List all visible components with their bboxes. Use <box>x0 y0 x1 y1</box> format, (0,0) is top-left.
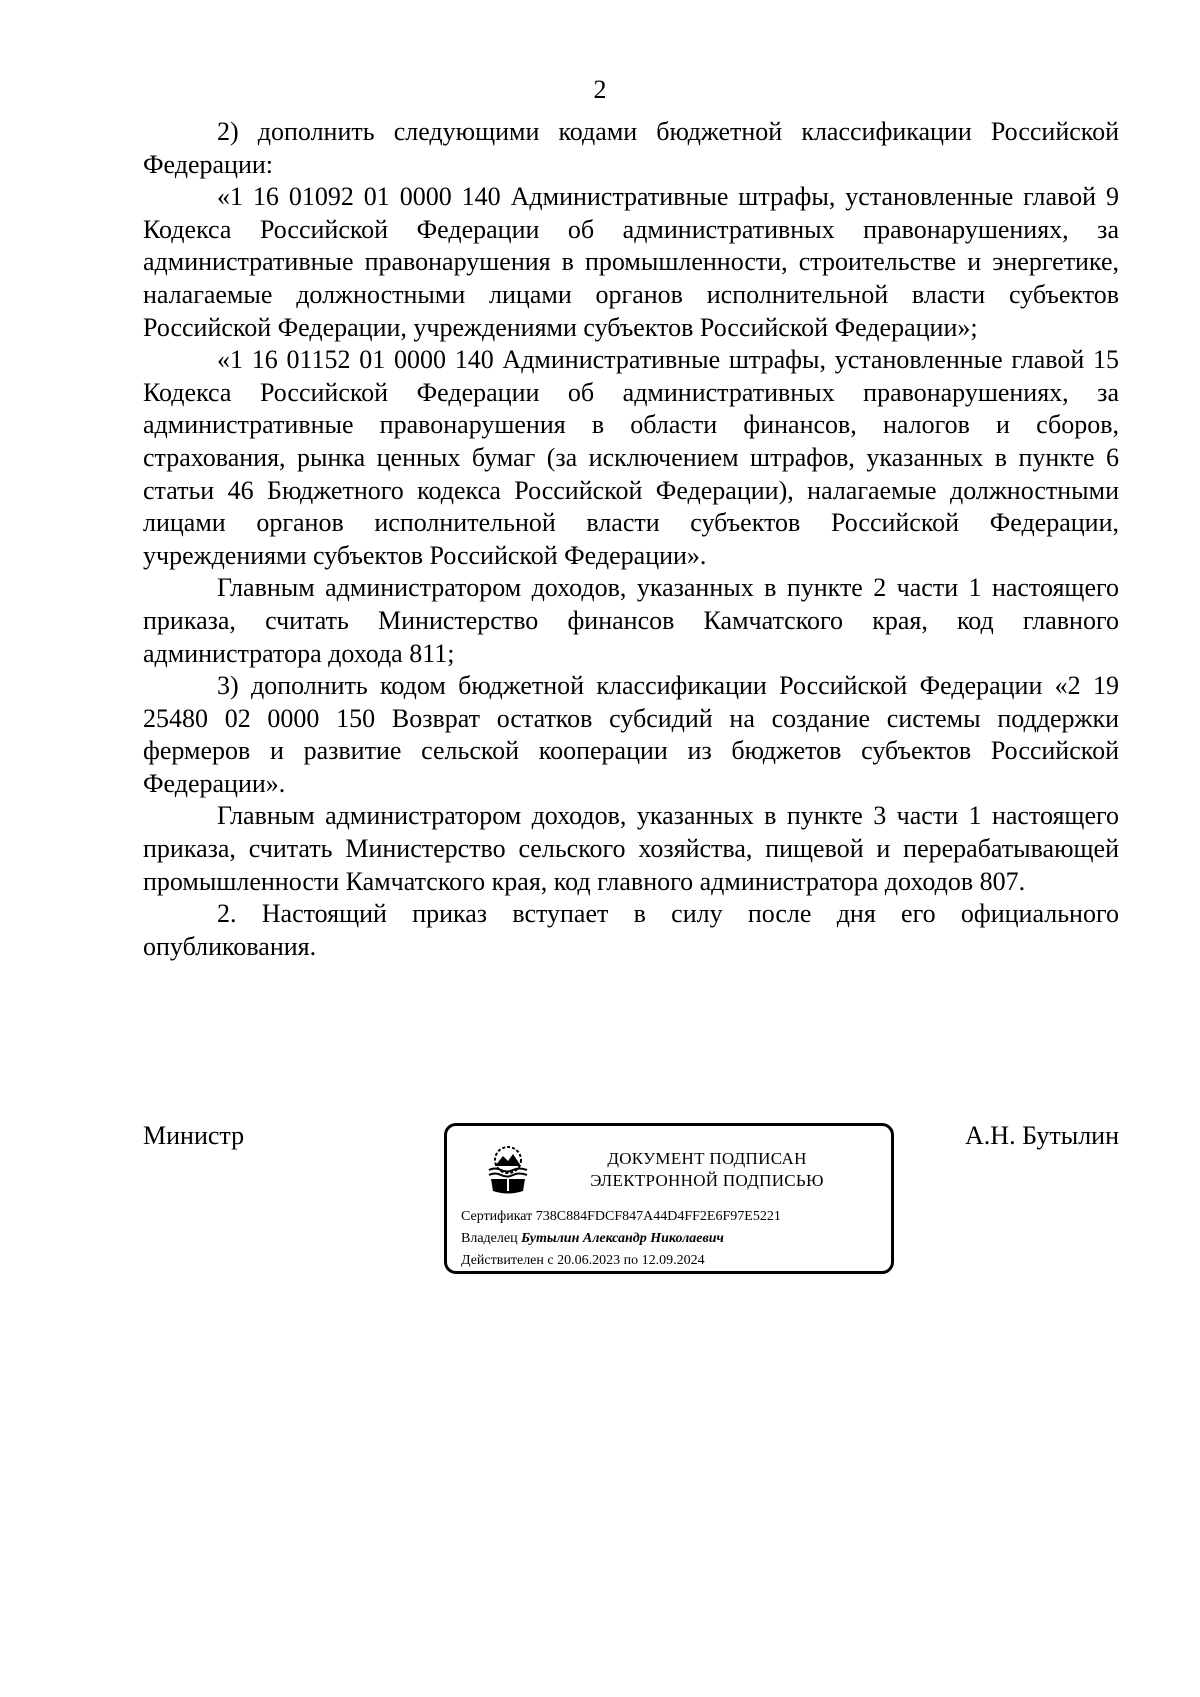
paragraph: 2. Настоящий приказ вступает в силу после дня его официального опубликования. <box>143 899 1119 961</box>
paragraph: Главным администратором доходов, указанных в пункте 2 части 1 настоящего приказа, считать Министерство финансов Камчатского края, код главного администратора дохода 811; <box>143 573 1119 668</box>
paragraph: «1 16 01152 01 0000 140 Административные штрафы, установленные главой 15 Кодекса Российской Федерации об административных правонарушениях, за административные правонарушения в области финансов, налогов и сборов, страхования, рынка ценных бумаг (за исключением штрафов, указанных в пункте 6 статьи 46 Бюджетного кодекса Российской Федерации), налагаемые должностными лицами органов исполнительной власти субъектов Российской Федерации, учреждениями субъектов Российской Федерации». <box>143 345 1119 570</box>
stamp-title-line2: ЭЛЕКТРОННОЙ ПОДПИСЬЮ <box>590 1171 824 1190</box>
paragraph: 3) дополнить кодом бюджетной классификации Российской Федерации «2 19 25480 02 0000 150 Возврат остатков субсидий на создание системы поддержки фермеров и развитие сельской кооперации из бюджетов субъектов Российской Федерации». <box>143 671 1119 798</box>
stamp-owner <box>461 1230 724 1248</box>
kamchatka-emblem-icon <box>483 1144 533 1196</box>
stamp-title-line1: ДОКУМЕНТ ПОДПИСАН <box>607 1149 807 1168</box>
page-number: 2 <box>593 75 607 104</box>
electronic-signature-stamp <box>444 1123 894 1274</box>
validity-to-word: по <box>623 1253 639 1268</box>
stamp-title <box>557 1148 857 1192</box>
owner-label: Владелец <box>461 1231 518 1246</box>
signatory-position: Министр <box>143 1121 245 1150</box>
signatory-name: А.Н. Бутылин <box>965 1121 1119 1150</box>
paragraph: 2) дополнить следующими кодами бюджетной классификации Российской Федерации: <box>143 117 1119 179</box>
paragraph: Главным администратором доходов, указанных в пункте 3 части 1 настоящего приказа, считать Министерство сельского хозяйства, пищевой и перерабатывающей промышленности Камчатского края, код главного администратора доходов 807. <box>143 801 1119 896</box>
validity-to-date: 12.09.2024 <box>641 1253 705 1268</box>
stamp-certificate <box>461 1208 781 1226</box>
certificate-value: 738C884FDCF847A44D4FF2E6F97E5221 <box>535 1209 781 1224</box>
stamp-validity <box>461 1252 705 1270</box>
validity-from-word: с <box>547 1253 554 1268</box>
certificate-label: Сертификат <box>461 1209 533 1224</box>
owner-value: Бутылин Александр Николаевич <box>521 1231 724 1246</box>
paragraph: «1 16 01092 01 0000 140 Административные штрафы, установленные главой 9 Кодекса Российской Федерации об административных правонарушениях, за административные правонарушения в промышленности, строительстве и энергетике, налагаемые должностными лицами органов исполнительной власти субъектов Российской Федерации, учреждениями субъектов Российской Федерации»; <box>143 182 1119 342</box>
validity-from-date: 20.06.2023 <box>557 1253 621 1268</box>
document-body <box>143 116 1119 963</box>
validity-label: Действителен <box>461 1253 544 1268</box>
